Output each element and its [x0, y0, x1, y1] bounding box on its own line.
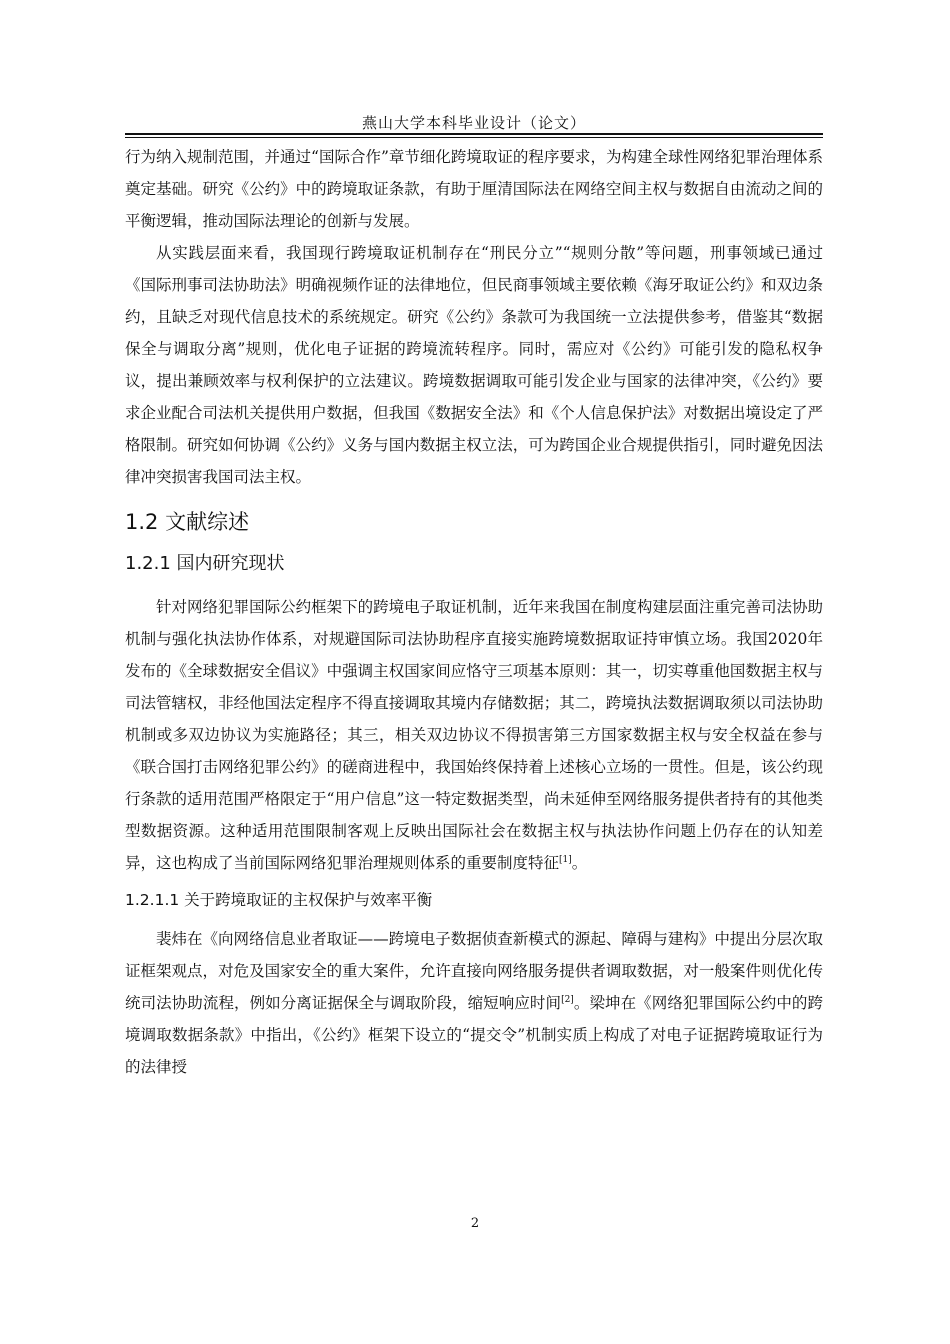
- paragraph-continued: 行为纳入规制范围，并通过“国际合作”章节细化跨境取证的程序要求，为构建全球性网络犯罪治理体系奠定基础。研究《公约》中的跨境取证条款，有助于厘清国际法在网络空间主权与数据自由流动之间的平衡逻辑，推动国际法理论的创新与发展。: [125, 148, 823, 230]
- page-number: 2: [470, 1216, 480, 1231]
- citation-ref-1: [1]: [559, 854, 572, 865]
- body-text: [125, 141, 823, 1083]
- citation-ref-2: [2]: [561, 994, 574, 1005]
- paragraph-text: 针对网络犯罪国际公约框架下的跨境电子取证机制，近年来我国在制度构建层面注重完善司法协助机制与强化执法协作体系，对规避国际司法协助程序直接实施跨境数据取证持审慎立场。我国2020年发布的《全球数据安全倡议》中强调主权国家间应恪守三项基本原则：其一，切实尊重他国数据主权与司法管辖权，非经他国法定程序不得直接调取其境内存储数据；其二，跨境执法数据调取须以司法协助机制或多双边协议为实施路径；其三，相关双边协议不得损害第三方国家数据主权与安全权益在参与《联合国打击网络犯罪公约》的磋商进程中，我国始终保持着上述核心立场的一贯性。但是，该公约现行条款的适用范围严格限定于“用户信息”这一特定数据类型，尚未延伸至网络服务提供者持有的其他类型数据资源。这种适用范围限制客观上反映出国际社会在数据主权与执法协作问题上仍存在的认知差异，这也构成了当前国际网络犯罪治理规则体系的重要制度特征: [125, 598, 823, 872]
- header-rule-thin: [125, 137, 823, 138]
- running-header: 燕山大学本科毕业设计（论文）: [361, 114, 586, 132]
- paragraph-text-cont: 。梁坤在《网络犯罪国际公约中的跨境调取数据条款》中指出，《公约》框架下设立的“提交令”机制实质上构成了对电子证据跨境取证行为的法律授: [125, 994, 823, 1076]
- paragraph-practice: 从实践层面来看，我国现行跨境取证机制存在“刑民分立”“规则分散”等问题，刑事领域已通过《国际刑事司法协助法》明确视频作证的法律地位，但民商事领域主要依赖《海牙取证公约》和双边条约，且缺乏对现代信息技术的系统规定。研究《公约》条款可为我国统一立法提供参考，借鉴其“数据保全与调取分离”规则，优化电子证据的跨境流转程序。同时，需应对《公约》可能引发的隐私权争议，提出兼顾效率与权利保护的立法建议。跨境数据调取可能引发企业与国家的法律冲突，《公约》要求企业配合司法机关提供用户数据，但我国《数据安全法》和《个人信息保护法》对数据出境设定了严格限制。研究如何协调《公约》义务与国内数据主权立法，可为跨国企业合规提供指引，同时避免因法律冲突损害我国司法主权。: [125, 244, 823, 486]
- subsubsection-heading-sovereignty-efficiency: 1.2.1.1 关于跨境取证的主权保护与效率平衡: [125, 891, 433, 909]
- section-heading-literature-review: 1.2 文献综述: [125, 510, 250, 534]
- paragraph-end-punct: 。: [571, 854, 588, 872]
- paragraph-domestic-research: [125, 591, 823, 879]
- paragraph-pei-wei: [125, 923, 823, 1083]
- header-rule-thick: [125, 133, 823, 135]
- paragraph-text: 裴炜在《向网络信息业者取证——跨境电子数据侦查新模式的源起、障碍与建构》中提出分层次取证框架观点，对危及国家安全的重大案件，允许直接向网络服务提供者调取数据，对一般案件则优化传统司法协助流程，例如分离证据保全与调取阶段，缩短响应时间: [125, 930, 823, 1012]
- subsection-heading-domestic-research: 1.2.1 国内研究现状: [125, 553, 285, 574]
